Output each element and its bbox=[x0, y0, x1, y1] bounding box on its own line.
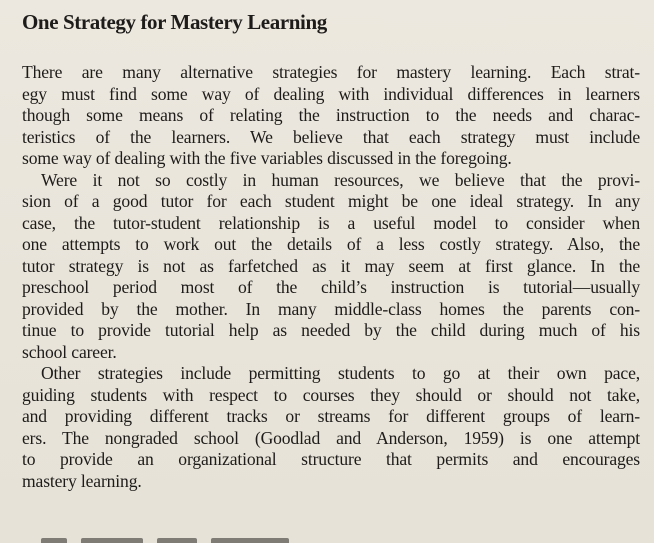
paragraph-line: sion of a good tutor for each student might be one ideal strategy. In any bbox=[22, 191, 640, 211]
paragraph-line: to provide an organizational structure that permits and encourages bbox=[22, 449, 640, 469]
paragraph-line: some way of dealing with the five variables discussed in the foregoing. bbox=[22, 148, 512, 168]
paragraph-line: guiding students with respect to courses they should or should not take, bbox=[22, 384, 640, 405]
paragraph-line: school career. bbox=[22, 341, 117, 362]
cropped-word bbox=[157, 538, 197, 543]
paragraph-line: teristics of the learners. We believe that each strategy must include bbox=[22, 126, 640, 147]
paragraph-3 bbox=[22, 363, 640, 492]
section-heading: One Strategy for Mastery Learning bbox=[22, 10, 327, 34]
paragraph-line: There are many alternative strategies for mastery learning. Each strat- bbox=[22, 62, 640, 82]
paragraph-line: ers. The nongraded school (Goodlad and Anderson, 1959) is one attempt bbox=[22, 427, 640, 448]
paragraph-line: Other strategies include permitting students to go at their own pace, bbox=[41, 363, 640, 383]
cropped-word bbox=[81, 538, 143, 543]
paragraph-line: tutor strategy is not as farfetched as it may seem at first glance. In the bbox=[22, 255, 640, 276]
paragraph-line: tinue to provide tutorial help as needed by the child during much of his bbox=[22, 320, 640, 340]
paragraph-line: one attempts to work out the details of a less costly strategy. Also, the bbox=[22, 234, 640, 254]
cropped-word bbox=[41, 538, 67, 543]
paragraph-line: provided by the mother. In many middle-class homes the parents con- bbox=[22, 298, 640, 319]
paragraph-1 bbox=[22, 62, 640, 170]
body-text bbox=[22, 62, 640, 492]
paragraph-line: preschool period most of the child’s instruction is tutorial—usually bbox=[22, 277, 640, 297]
paragraph-line: Were it not so costly in human resources, we believe that the provi- bbox=[41, 169, 640, 190]
paragraph-2 bbox=[22, 170, 640, 364]
cropped-word bbox=[211, 538, 289, 543]
cropped-next-line bbox=[22, 533, 322, 543]
paragraph-line: though some means of relating the instruction to the needs and charac- bbox=[22, 105, 640, 125]
paragraph-line: case, the tutor-student relationship is a useful model to consider when bbox=[22, 212, 640, 233]
paragraph-line: mastery learning. bbox=[22, 470, 142, 491]
paragraph-line: and providing different tracks or streams for different groups of learn- bbox=[22, 406, 640, 426]
paragraph-line: egy must find some way of dealing with individual differences in learners bbox=[22, 83, 640, 104]
